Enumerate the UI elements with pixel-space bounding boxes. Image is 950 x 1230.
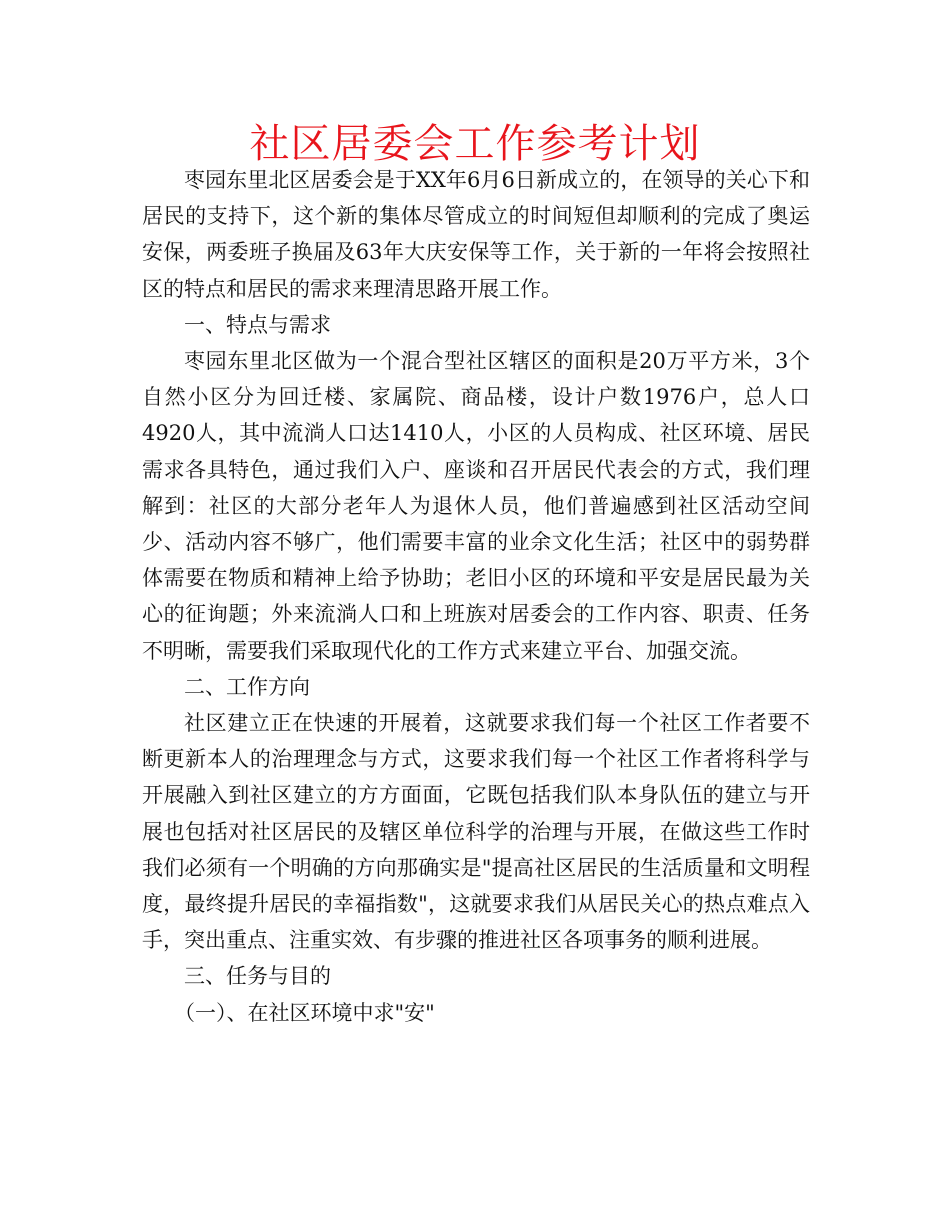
paragraph-features: 枣园东里北区做为一个混合型社区辖区的面积是20万平方米，3个自然小区分为回迁楼、家属院、商品楼，设计户数1976户，总人口4920人，其中流淌人口达1410人，小区的人员构成、社区环境、居民需求各具特色，通过我们入户、座谈和召开居民代表会的方式，我们理解到：社区的大部分老年人为退休人员，他们普遍感到社区活动空间少、活动内容不够广，他们需要丰富的业余文化生活；社区中的弱势群体需要在物质和精神上给予协助；老旧小区的环境和平安是居民最为关心的征询题；外来流淌人口和上班族对居委会的工作内容、职责、任务不明晰，需要我们采取现代化的工作方式来建立平台、加强交流。 — [142, 349, 810, 663]
paragraph-intro: 枣园东里北区居委会是于XX年6月6日新成立的，在领导的关心下和居民的支持下，这个新的集体尽管成立的时间短但却顺利的完成了奥运安保，两委班子换届及63年大庆安保等工作，关于新的一年将会按照社区的特点和居民的需求来理清思路开展工作。 — [142, 168, 810, 301]
section-heading-2: 二、工作方向 — [184, 674, 310, 699]
document-title: 社区居委会工作参考计划 — [249, 121, 701, 167]
section-heading-1: 一、特点与需求 — [184, 312, 331, 337]
document-body — [142, 162, 810, 1031]
subsection-heading-1: （一）、在社区环境中求"安" — [174, 1000, 435, 1025]
section-heading-3: 三、任务与目的 — [184, 964, 331, 989]
paragraph-direction: 社区建立正在快速的开展着，这就要求我们每一个社区工作者要不断更新本人的治理理念与方式，这要求我们每一个社区工作者将科学与开展融入到社区建立的方方面面，它既包括我们队本身队伍的建立与开展也包括对社区居民的及辖区单位科学的治理与开展，在做这些工作时我们必须有一个明确的方向那确实是"提高社区居民的生活质量和文明程度，最终提升居民的幸福指数"，这就要求我们从居民关心的热点难点入手，突出重点、注重实效、有步骤的推进社区各项事务的顺利进展。 — [142, 711, 810, 953]
